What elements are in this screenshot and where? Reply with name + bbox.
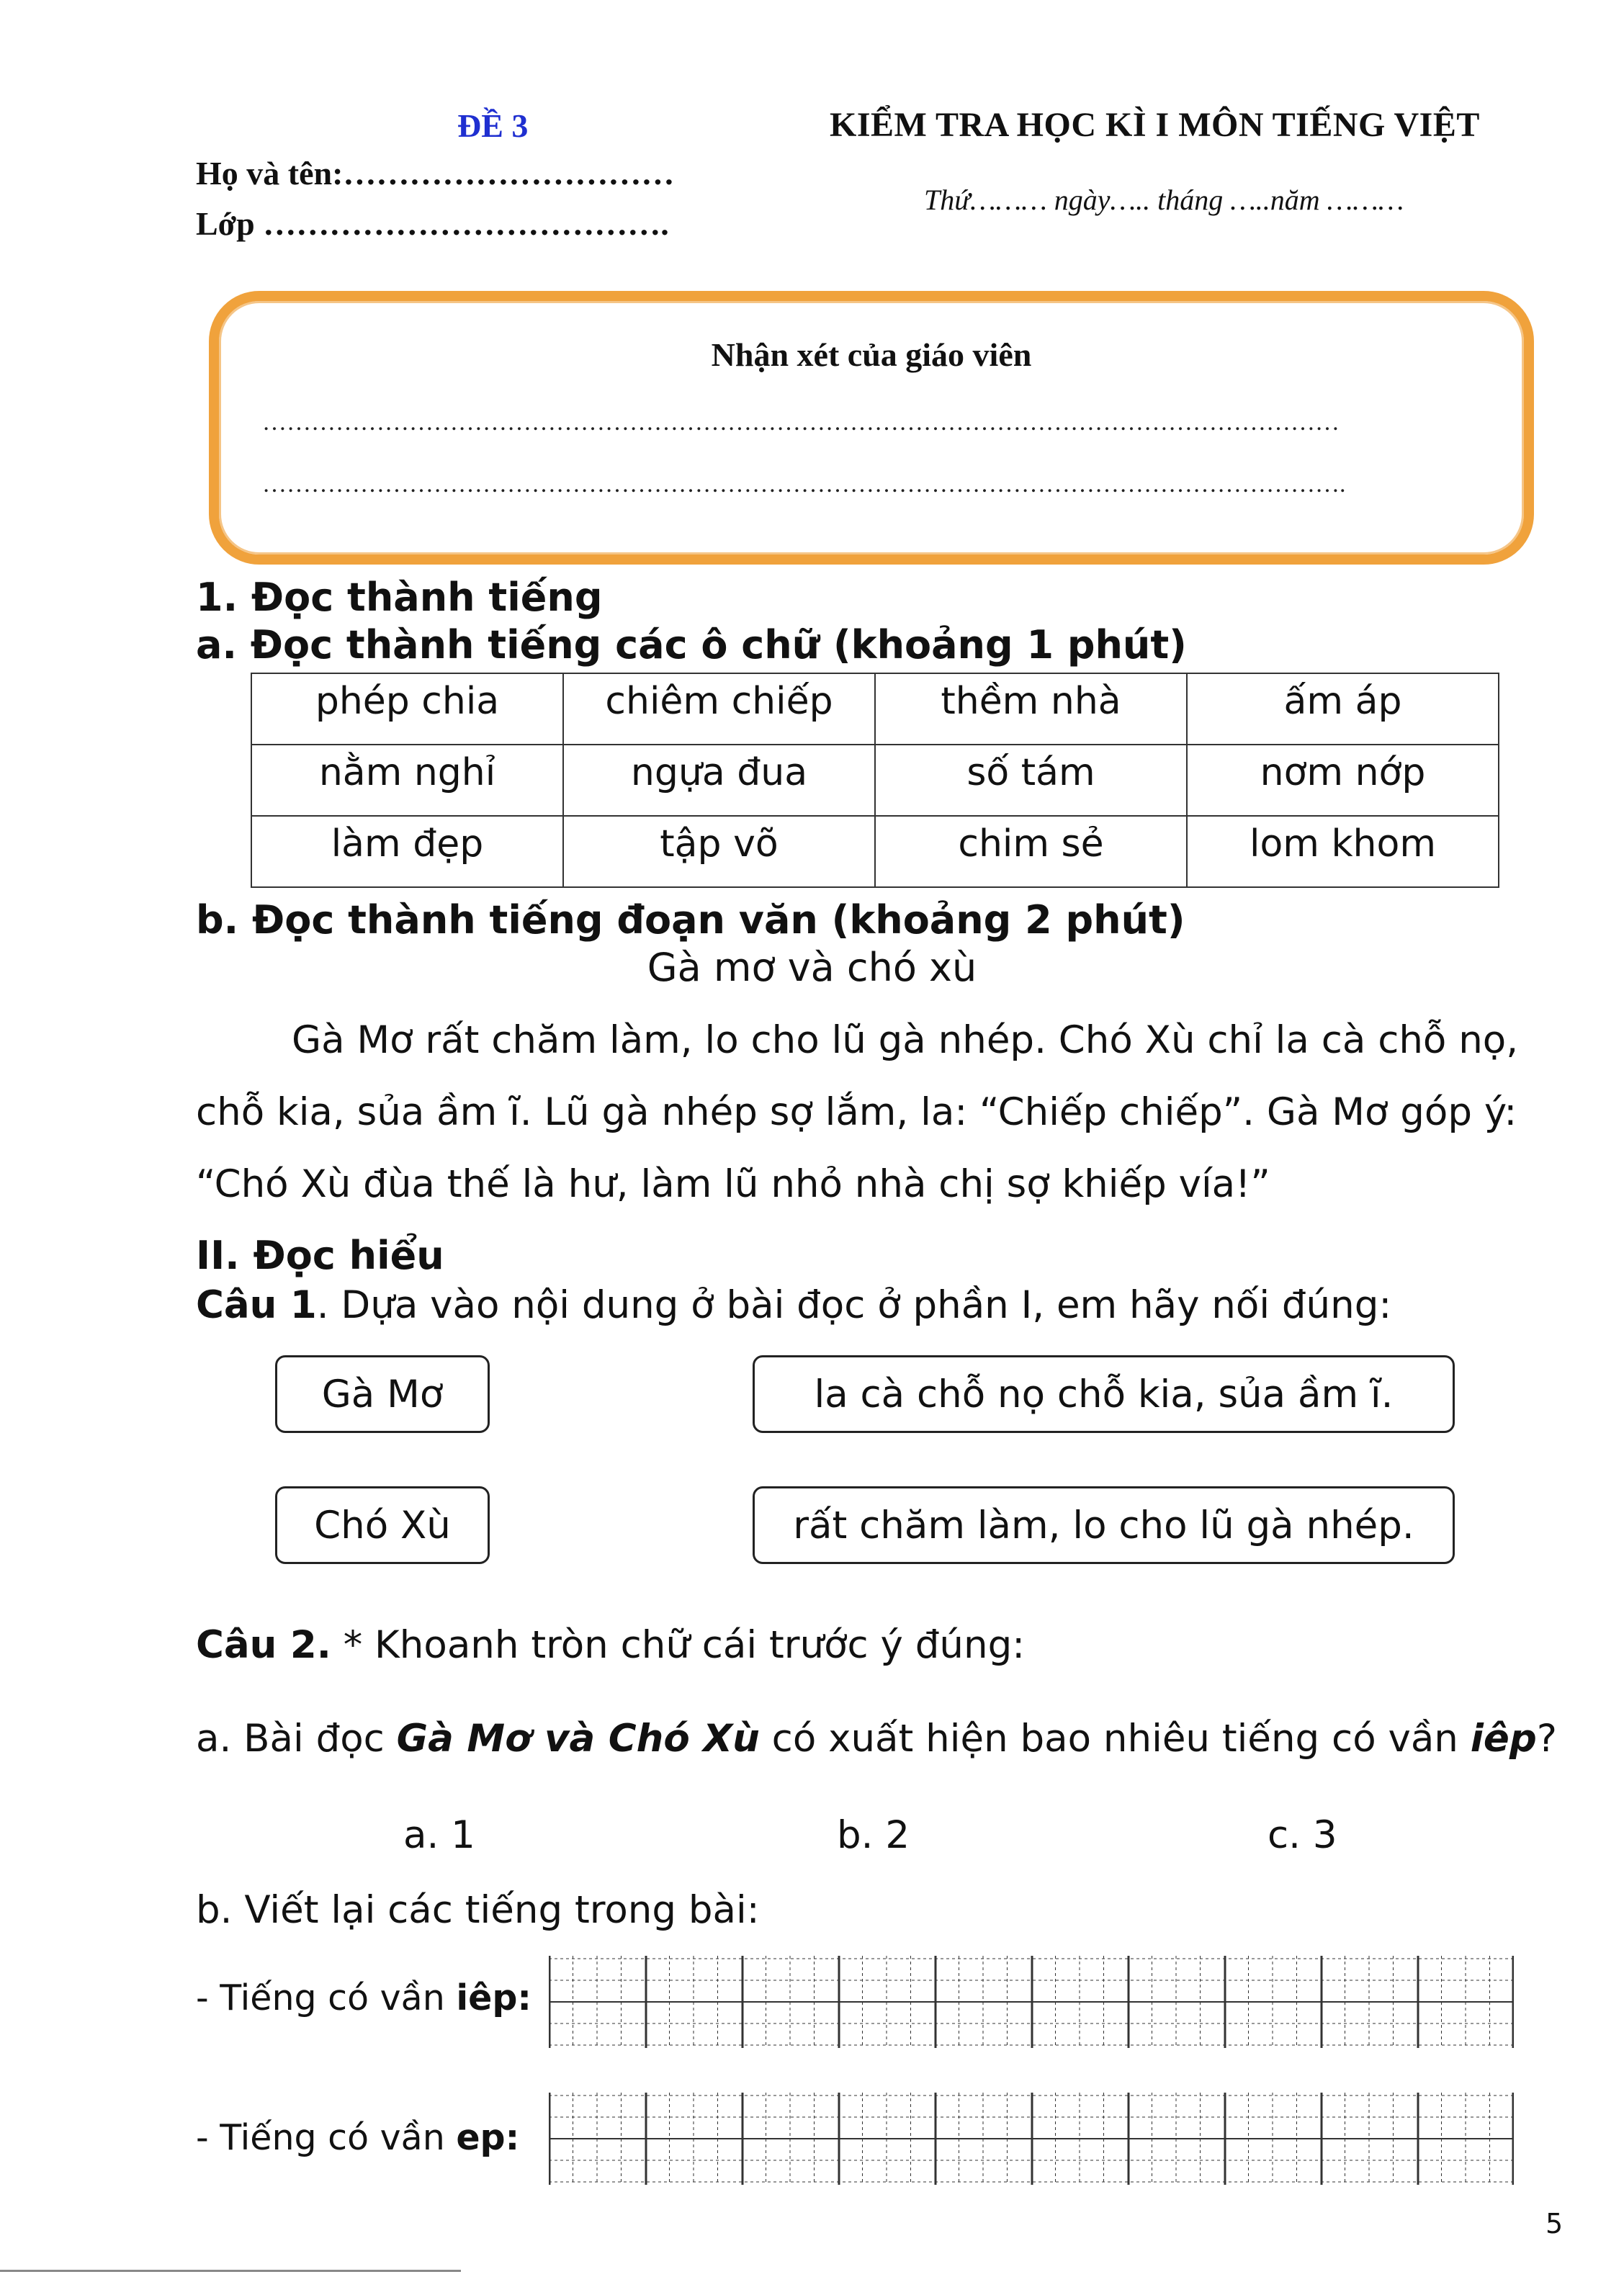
class-field: Lớp ………………………………. xyxy=(196,205,669,242)
word-row xyxy=(251,673,1499,745)
section-1a-title: a. Đọc thành tiếng các ô chữ (khoảng 1 phút) xyxy=(196,622,1187,668)
word-cell: chim sẻ xyxy=(875,816,1187,887)
comment-line: …………………………………………………………………………………………………………………… xyxy=(262,409,1340,436)
teacher-comment-box xyxy=(209,291,1534,565)
word-cell: nơm nớp xyxy=(1187,745,1499,816)
student-name-field: Họ và tên:………………………… xyxy=(196,155,675,192)
word-cell: số tám xyxy=(875,745,1187,816)
word-row xyxy=(251,745,1499,816)
word-cell: tập võ xyxy=(563,816,875,887)
option-a[interactable]: a. 1 xyxy=(403,1813,475,1857)
passage-line: Gà Mơ rất chăm làm, lo cho lũ gà nhép. Chó Xù chỉ la cà chỗ nọ, xyxy=(292,1018,1519,1062)
question-2b: b. Viết lại các tiếng trong bài: xyxy=(196,1888,760,1932)
passage-line: chỗ kia, sủa ầm ĩ. Lũ gà nhép sợ lắm, la: “Chiếp chiếp”. Gà Mơ góp ý: xyxy=(196,1090,1517,1134)
word-cell: ấm áp xyxy=(1187,673,1499,745)
rhyme-iep: iêp: xyxy=(456,1977,532,2018)
rhyme-ep: ep: xyxy=(456,2117,520,2158)
question-1-label: Câu 1 xyxy=(196,1283,317,1327)
section-1-title: 1. Đọc thành tiếng xyxy=(196,575,603,620)
match-right-box[interactable]: rất chăm làm, lo cho lũ gà nhép. xyxy=(753,1486,1455,1564)
match-right-box[interactable]: la cà chỗ nọ chỗ kia, sủa ầm ĩ. xyxy=(753,1355,1455,1433)
match-left-box[interactable]: Gà Mơ xyxy=(275,1355,490,1433)
word-cell: nằm nghỉ xyxy=(251,745,563,816)
question-2-text: * Khoanh tròn chữ cái trước ý đúng: xyxy=(331,1623,1026,1667)
question-2a-text: a. Bài đọc xyxy=(196,1717,397,1761)
rhyme-iep: iêp xyxy=(1470,1717,1537,1761)
word-cell: chiêm chiếp xyxy=(563,673,875,745)
exam-title: KIỂM TRA HỌC KÌ I MÔN TIẾNG VIỆT xyxy=(830,106,1480,144)
passage-title: Gà mơ và chó xù xyxy=(647,945,977,990)
word-cell: lom khom xyxy=(1187,816,1499,887)
comment-title: Nhận xét của giáo viên xyxy=(711,336,1032,373)
question-2-label: Câu 2. xyxy=(196,1623,331,1667)
comment-line: ……………………………………………………………………………………………………………………. xyxy=(262,471,1346,498)
question-2a-text: có xuất hiện bao nhiêu tiếng có vần xyxy=(759,1717,1471,1761)
question-2 xyxy=(196,1623,1025,1667)
handwriting-grid[interactable] xyxy=(549,1956,1514,2048)
option-b[interactable]: b. 2 xyxy=(837,1813,910,1857)
write-label-text: - Tiếng có vần xyxy=(196,2117,457,2158)
section-2-title: II. Đọc hiểu xyxy=(196,1233,444,1278)
handwriting-grid[interactable] xyxy=(549,2093,1514,2185)
word-cell: thềm nhà xyxy=(875,673,1187,745)
question-1-text: . Dựa vào nội dung ở bài đọc ở phần I, em hãy nối đúng: xyxy=(316,1283,1392,1327)
option-c[interactable]: c. 3 xyxy=(1268,1813,1337,1857)
word-grid xyxy=(251,673,1499,888)
write-label-iep xyxy=(196,1977,531,2018)
question-mark: ? xyxy=(1536,1717,1557,1761)
question-2a xyxy=(196,1717,1557,1761)
write-label-ep xyxy=(196,2117,519,2158)
match-left-box[interactable]: Chó Xù xyxy=(275,1486,490,1564)
date-line: Thứ……… ngày….. tháng …..năm ……… xyxy=(924,184,1404,216)
passage-name: Gà Mơ và Chó Xù xyxy=(396,1717,760,1761)
write-label-text: - Tiếng có vần xyxy=(196,1977,457,2018)
passage-line: “Chó Xù đùa thế là hư, làm lũ nhỏ nhà chị sợ khiếp vía!” xyxy=(196,1162,1270,1206)
question-1 xyxy=(196,1283,1391,1327)
page-number: 5 xyxy=(1546,2208,1564,2240)
exam-code: ĐỀ 3 xyxy=(457,107,529,144)
word-cell: phép chia xyxy=(251,673,563,745)
word-cell: ngựa đua xyxy=(563,745,875,816)
footer-rule xyxy=(0,2270,461,2272)
section-1b-title: b. Đọc thành tiếng đoạn văn (khoảng 2 phút) xyxy=(196,897,1185,943)
word-cell: làm đẹp xyxy=(251,816,563,887)
word-row xyxy=(251,816,1499,887)
